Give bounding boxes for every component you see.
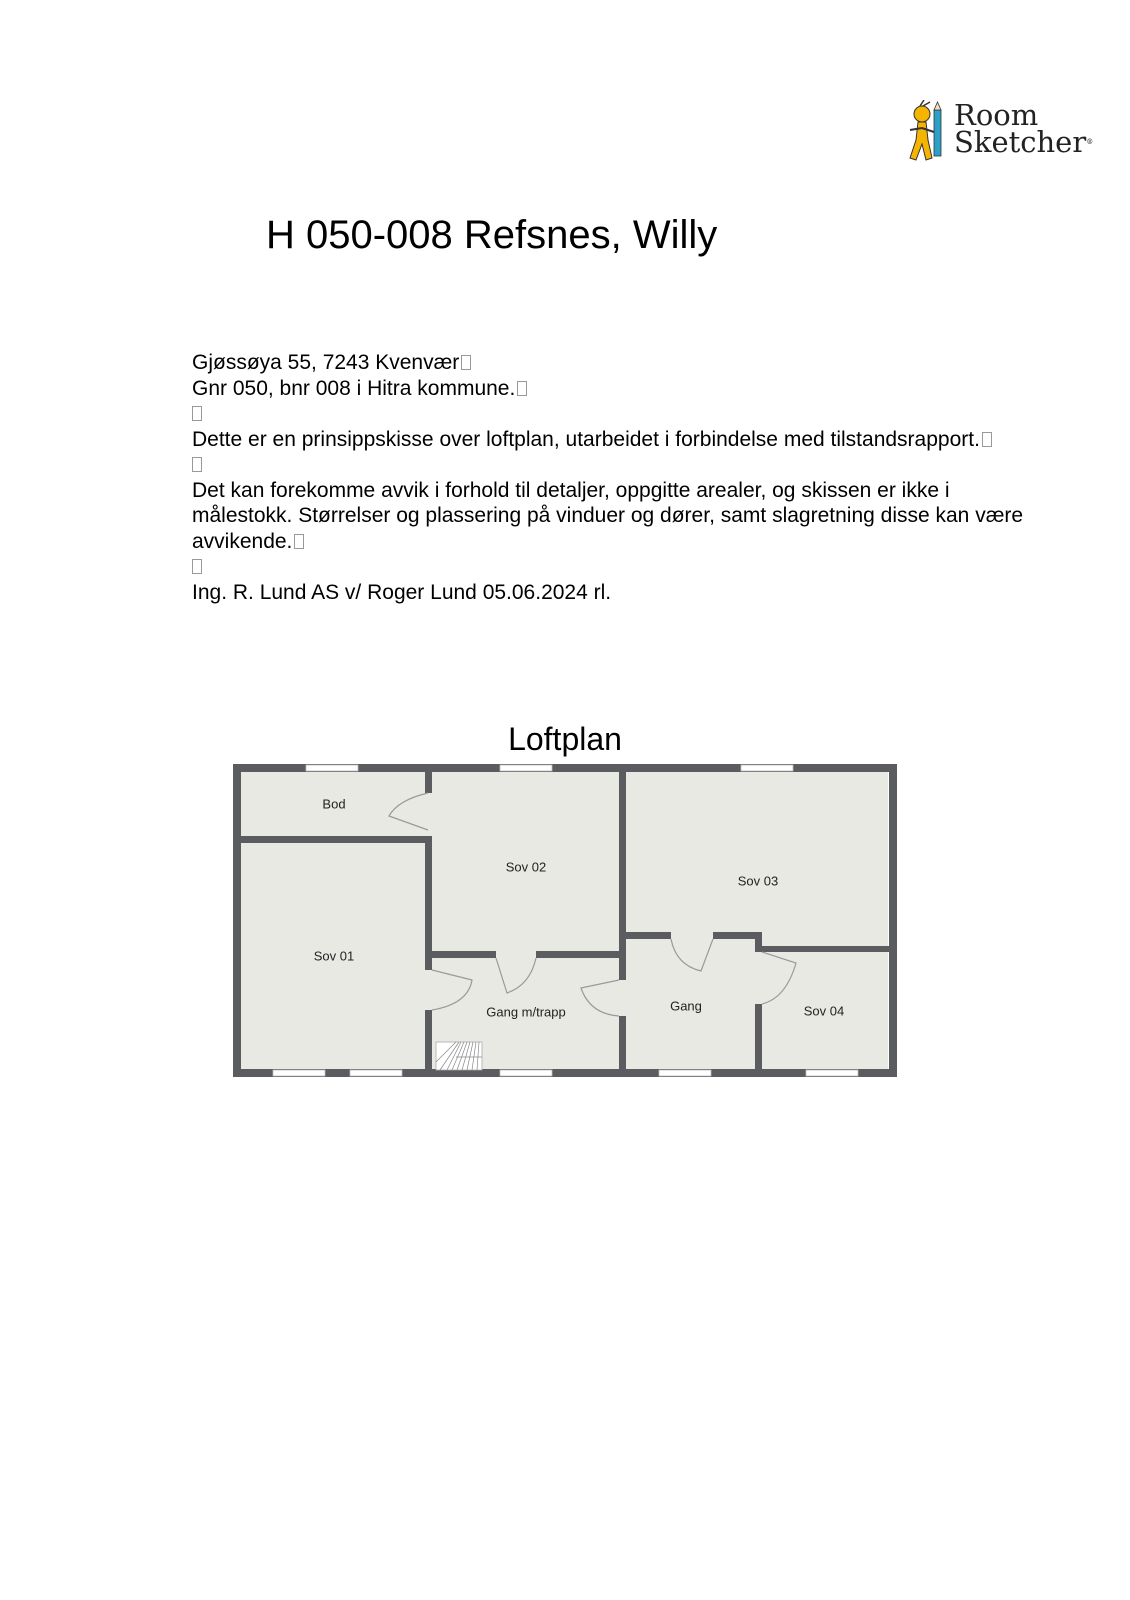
room-label-sov-01: Sov 01 — [313, 948, 355, 964]
floor-area — [240, 772, 888, 1072]
room-label-sov-03: Sov 03 — [737, 873, 779, 889]
registered-mark: ® — [1086, 138, 1094, 146]
logo-line-1: Room — [954, 98, 1039, 132]
room-label-sov-04: Sov 04 — [803, 1003, 845, 1019]
logo-line-2: Sketcher — [954, 125, 1087, 159]
staircase — [436, 1042, 482, 1070]
description-line: Dette er en prinsippskisse over loftplan, utarbeidet i forbindelse med tilstandsrapport. — [192, 427, 1052, 453]
address-line: Gjøssøya 55, 7243 Kvenvær — [192, 350, 1052, 376]
document-title: H 050-008 Refsnes, Willy — [266, 213, 718, 257]
property-line: Gnr 050, bnr 008 i Hitra kommune. — [192, 376, 1052, 402]
room-label-bod: Bod — [322, 796, 346, 812]
floorplan-title: Loftplan — [508, 721, 622, 757]
room-label-gang-m-trapp: Gang m/trapp — [486, 1004, 566, 1020]
room-label-gang: Gang — [670, 998, 702, 1014]
room-label-sov-02: Sov 02 — [505, 859, 547, 875]
disclaimer-line: Det kan forekomme avvik i forhold til detaljer, oppgitte arealer, og skissen er ikke i målestokk. Størrelser og plassering på vinduer og dører, samt slagretning disse kan være avvikende. — [192, 478, 1024, 553]
signature-line: Ing. R. Lund AS v/ Roger Lund 05.06.2024 rl. — [192, 580, 612, 604]
